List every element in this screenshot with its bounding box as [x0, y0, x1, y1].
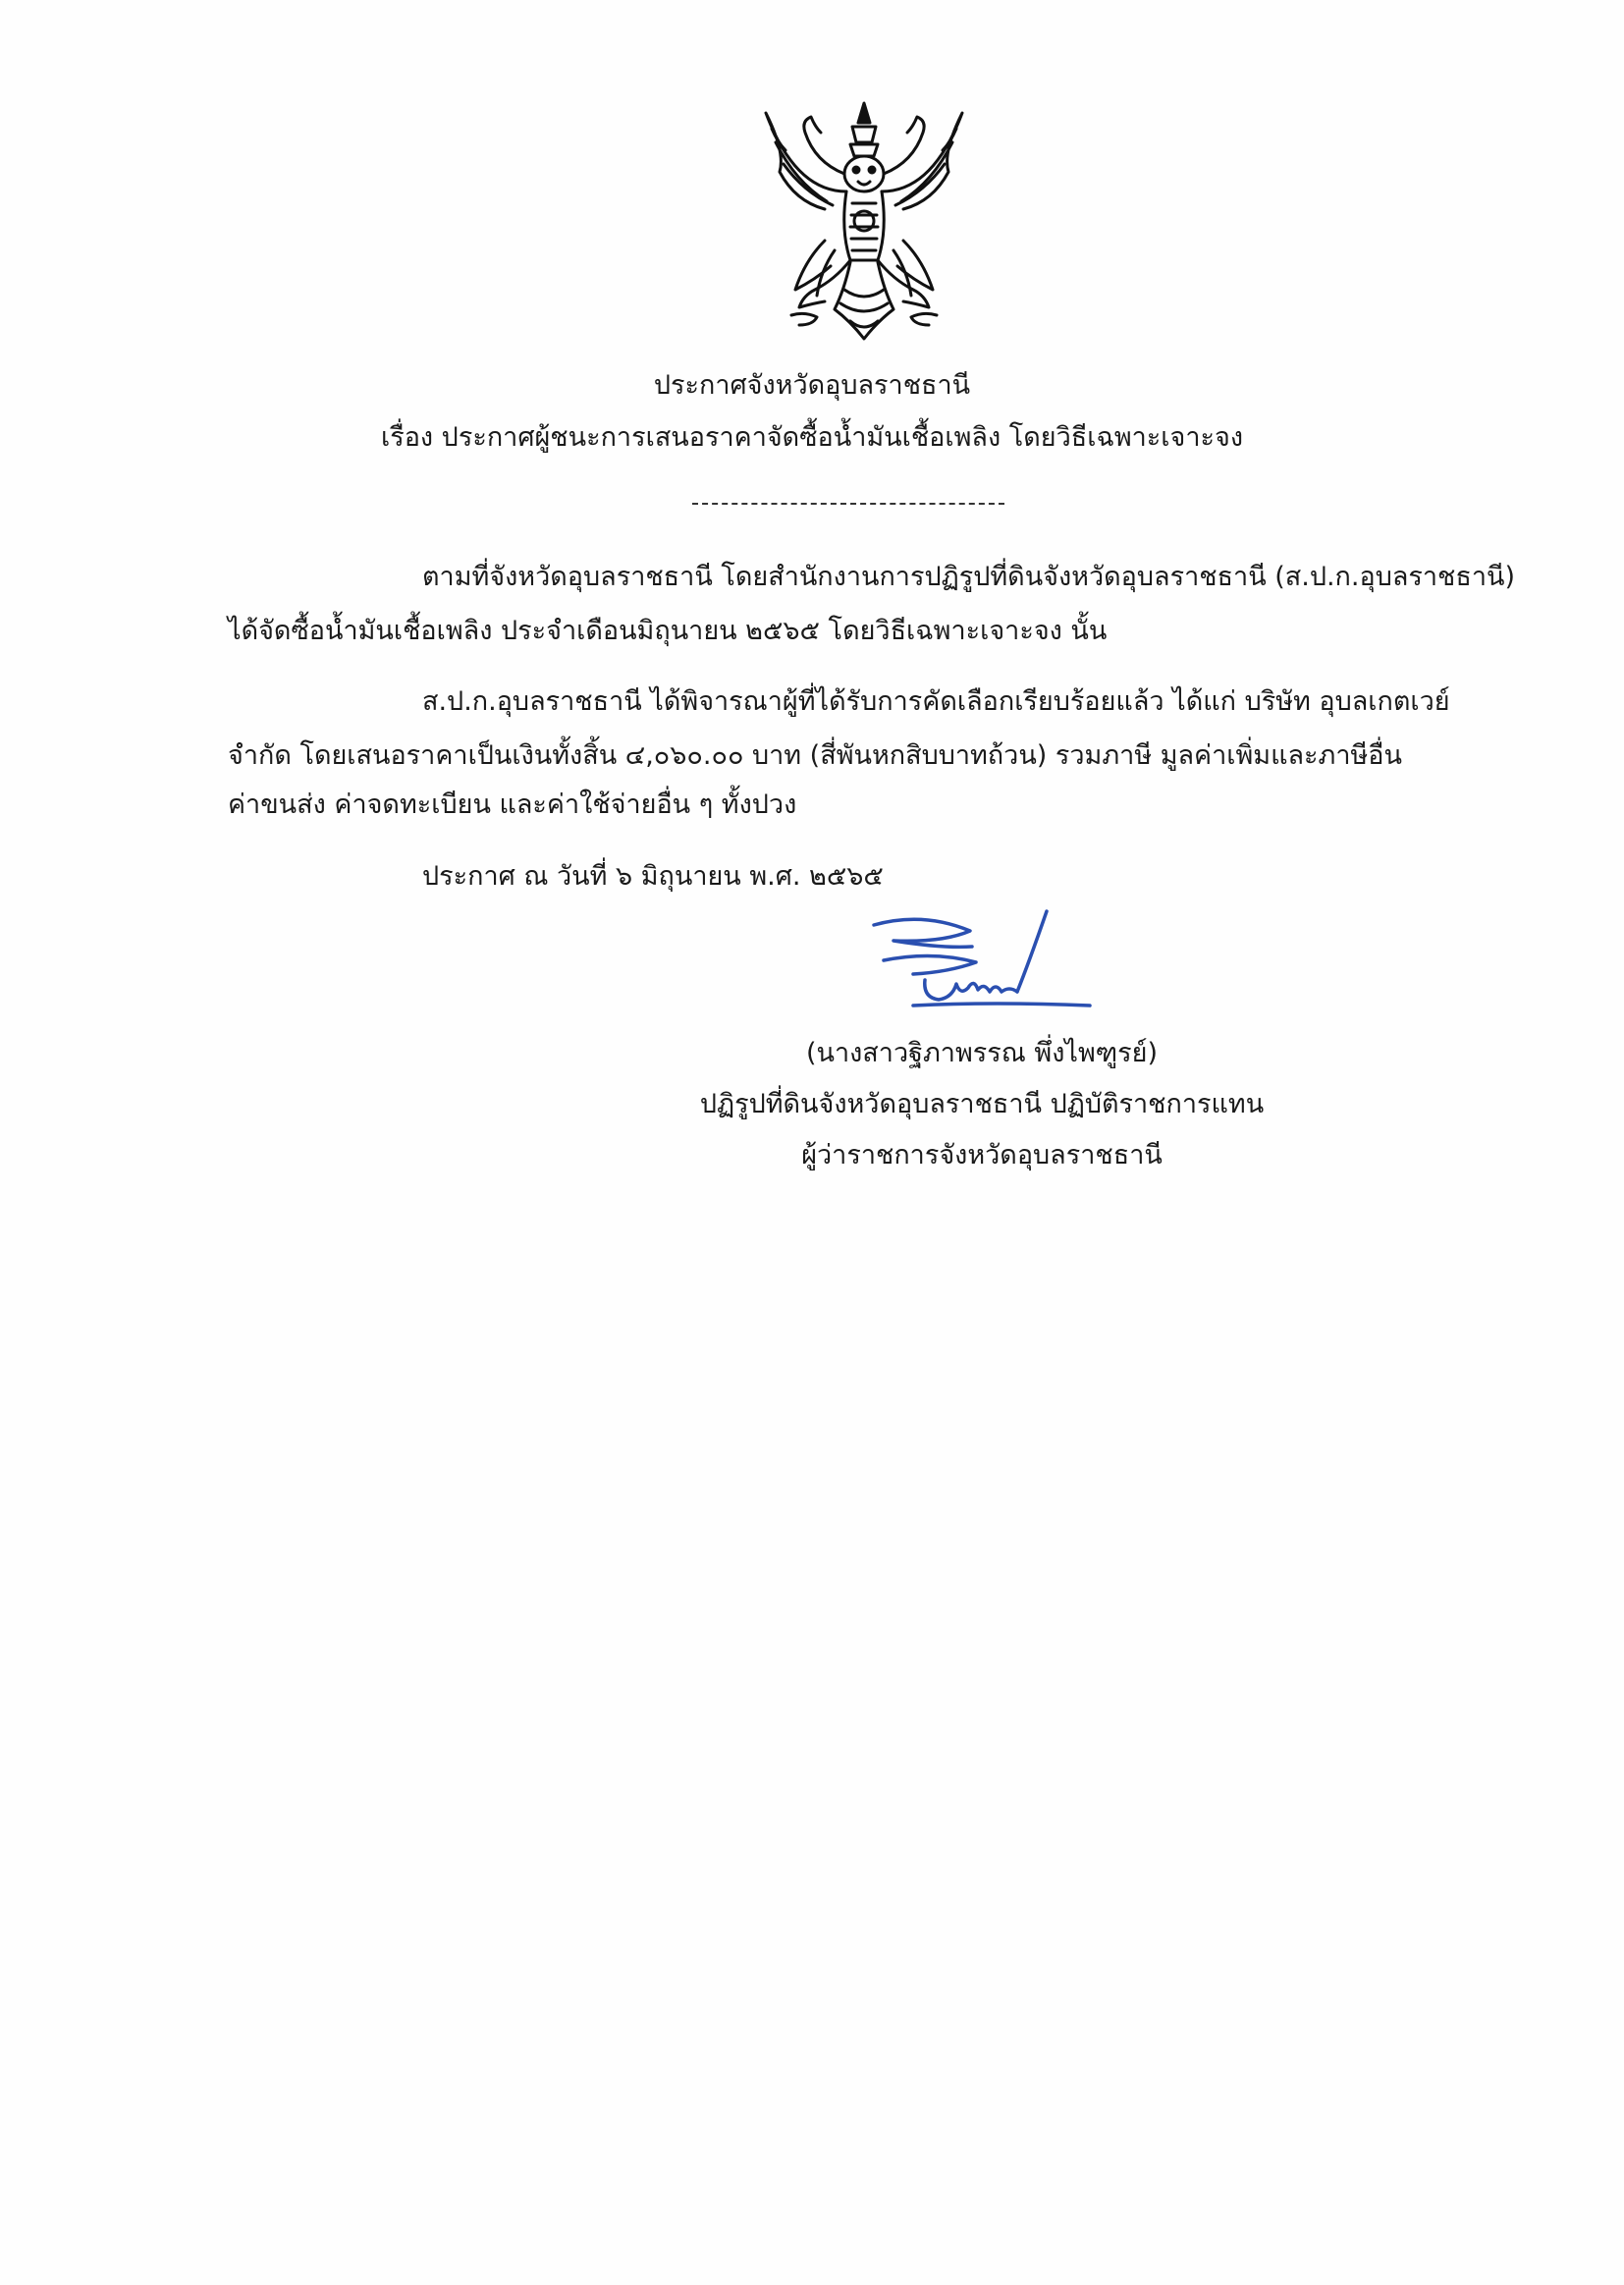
signatory-position-2: ผู้ว่าราชการจังหวัดอุบลราชธานี	[801, 1140, 1163, 1170]
announcement-date: ประกาศ ณ วันที่ ๖ มิถุนายน พ.ศ. ๒๕๖๕	[422, 861, 884, 892]
signatory-position-1: ปฏิรูปที่ดินจังหวัดอุบลราชธานี ปฏิบัติราชการแทน	[699, 1089, 1265, 1119]
signatory-name: (นางสาวฐิภาพรรณ พึ่งไพฑูรย์)	[805, 1038, 1159, 1068]
paragraph-1-line-2: ได้จัดซื้อน้ำมันเชื้อเพลิง ประจำเดือนมิถุนายน ๒๕๖๕ โดยวิธีเฉพาะเจาะจง นั้น	[228, 616, 1108, 646]
document-subject: เรื่อง ประกาศผู้ชนะการเสนอราคาจัดซื้อน้ำมันเชื้อเพลิง โดยวิธีเฉพาะเจาะจง	[380, 422, 1244, 453]
paragraph-2-line-1: ส.ป.ก.อุบลราชธานี ได้พิจารณาผู้ที่ได้รับการคัดเลือกเรียบร้อยแล้ว ได้แก่ บริษัท อุบลเกตเวย์	[422, 686, 1450, 717]
title-divider	[692, 503, 1004, 505]
handwritten-signature	[854, 903, 1110, 1016]
paragraph-2-line-3: ค่าขนส่ง ค่าจดทะเบียน และค่าใช้จ่ายอื่น ๆ ทั้งปวง	[228, 789, 797, 820]
paragraph-2-line-2: จำกัด โดยเสนอราคาเป็นเงินทั้งสิ้น ๔,๐๖๐.๐๐ บาท (สี่พันหกสิบบาทถ้วน) รวมภาษี มูลค่าเพิ่มและภาษีอื่น	[228, 740, 1402, 771]
paragraph-1-line-1: ตามที่จังหวัดอุบลราชธานี โดยสำนักงานการปฏิรูปที่ดินจังหวัดอุบลราชธานี (ส.ป.ก.อุบลราชธานี)	[422, 562, 1515, 592]
garuda-emblem-icon	[756, 93, 972, 358]
document-title: ประกาศจังหวัดอุบลราชธานี	[653, 370, 971, 401]
